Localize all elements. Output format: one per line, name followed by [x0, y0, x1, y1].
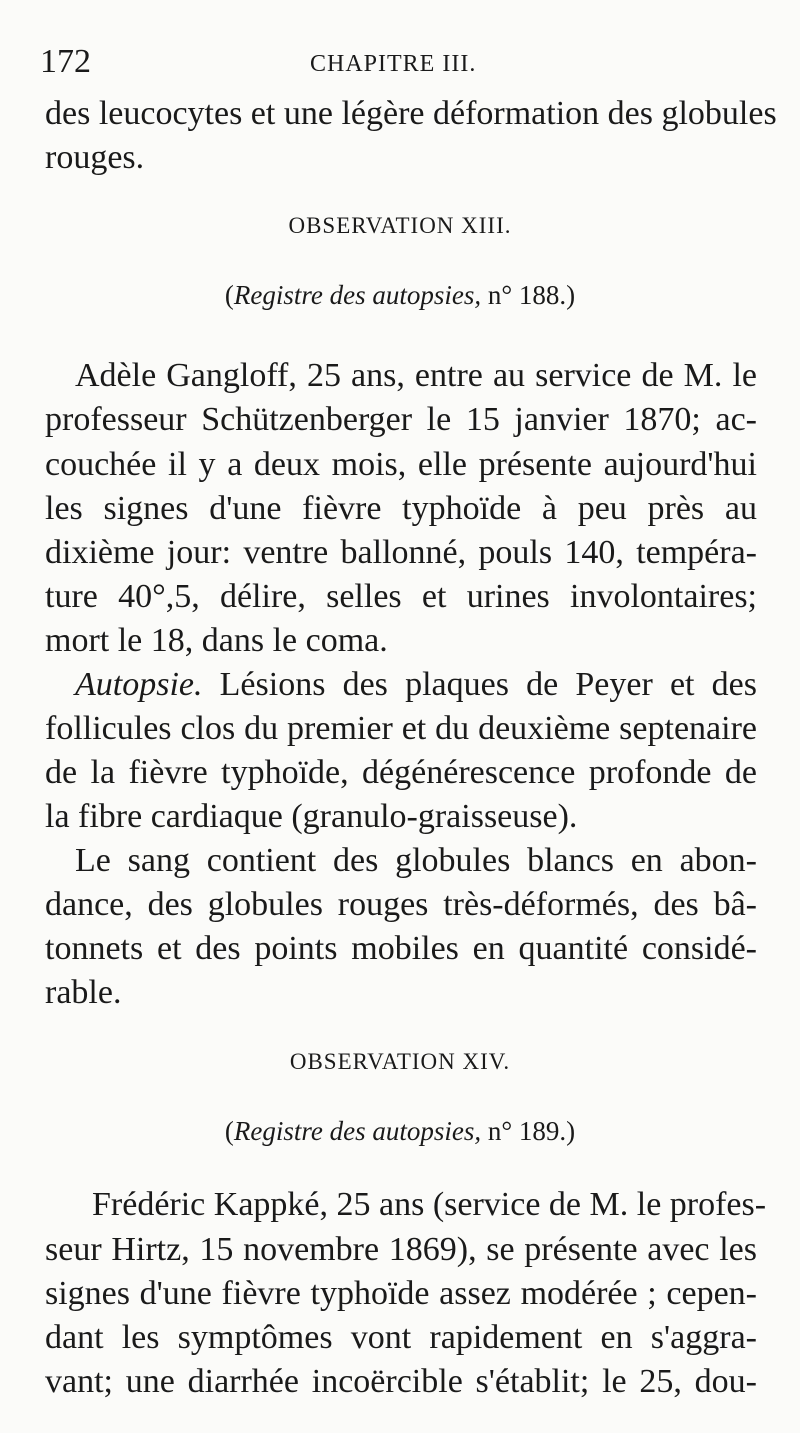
body-line: Le sang contient des globules blancs en abon- [75, 842, 757, 879]
observation-title: OBSERVATION XIV. [289, 1049, 511, 1074]
body-line: Autopsie. Lésions des plaques de Peyer et des [75, 666, 757, 703]
body-line: seur Hirtz, 15 novembre 1869), se présente avec les [45, 1231, 757, 1268]
body-line: rable. [45, 974, 122, 1011]
autopsie-label: Autopsie. [75, 666, 203, 703]
page-header [40, 40, 770, 84]
body-line: dant les symptômes vont rapidement en s'aggra- [45, 1319, 757, 1356]
body-line: professeur Schützenberger le 15 janvier 1870; ac- [45, 401, 757, 438]
body-line: follicules clos du premier et du deuxième septenaire [45, 710, 757, 747]
body-line: de la fièvre typhoïde, dégénérescence profonde de [45, 754, 757, 791]
body-line: dance, des globules rouges très-déformés, des bâ- [45, 886, 757, 923]
body-line: vant; une diarrhée incoërcible s'établit; le 25, dou- [45, 1363, 757, 1400]
reference-source: Registre des autopsies, [233, 280, 482, 310]
body-line: mort le 18, dans le coma. [45, 622, 388, 659]
reference-source: Registre des autopsies, [233, 1116, 482, 1146]
body-line: rouges. [45, 139, 145, 176]
body-line: les signes d'une fièvre typhoïde à peu près au [45, 490, 757, 527]
observation-reference: (Registre des autopsies, n° 189.) [224, 1116, 576, 1146]
running-title: CHAPITRE III. [310, 51, 477, 77]
observation-title: OBSERVATION XIII. [288, 213, 512, 238]
body-line: ture 40°,5, délire, selles et urines involontaires; [45, 578, 757, 615]
body-line: dixième jour: ventre ballonné, pouls 140, tempéra- [45, 534, 757, 571]
body-line: couchée il y a deux mois, elle présente aujourd'hui [45, 446, 757, 483]
body-line: la fibre cardiaque (granulo-graisseuse). [45, 798, 578, 835]
body-line: signes d'une fièvre typhoïde assez modérée ; cepen- [45, 1275, 757, 1312]
observation-reference: (Registre des autopsies, n° 188.) [224, 280, 576, 310]
page-number: 172 [40, 43, 91, 80]
body-line: tonnets et des points mobiles en quantité considé- [45, 930, 757, 967]
body-line: des leucocytes et une légère déformation des globules [45, 95, 777, 132]
body-line: Adèle Gangloff, 25 ans, entre au service de M. le [75, 357, 757, 394]
body-line: Frédéric Kappké, 25 ans (service de M. le profes- [92, 1186, 767, 1223]
